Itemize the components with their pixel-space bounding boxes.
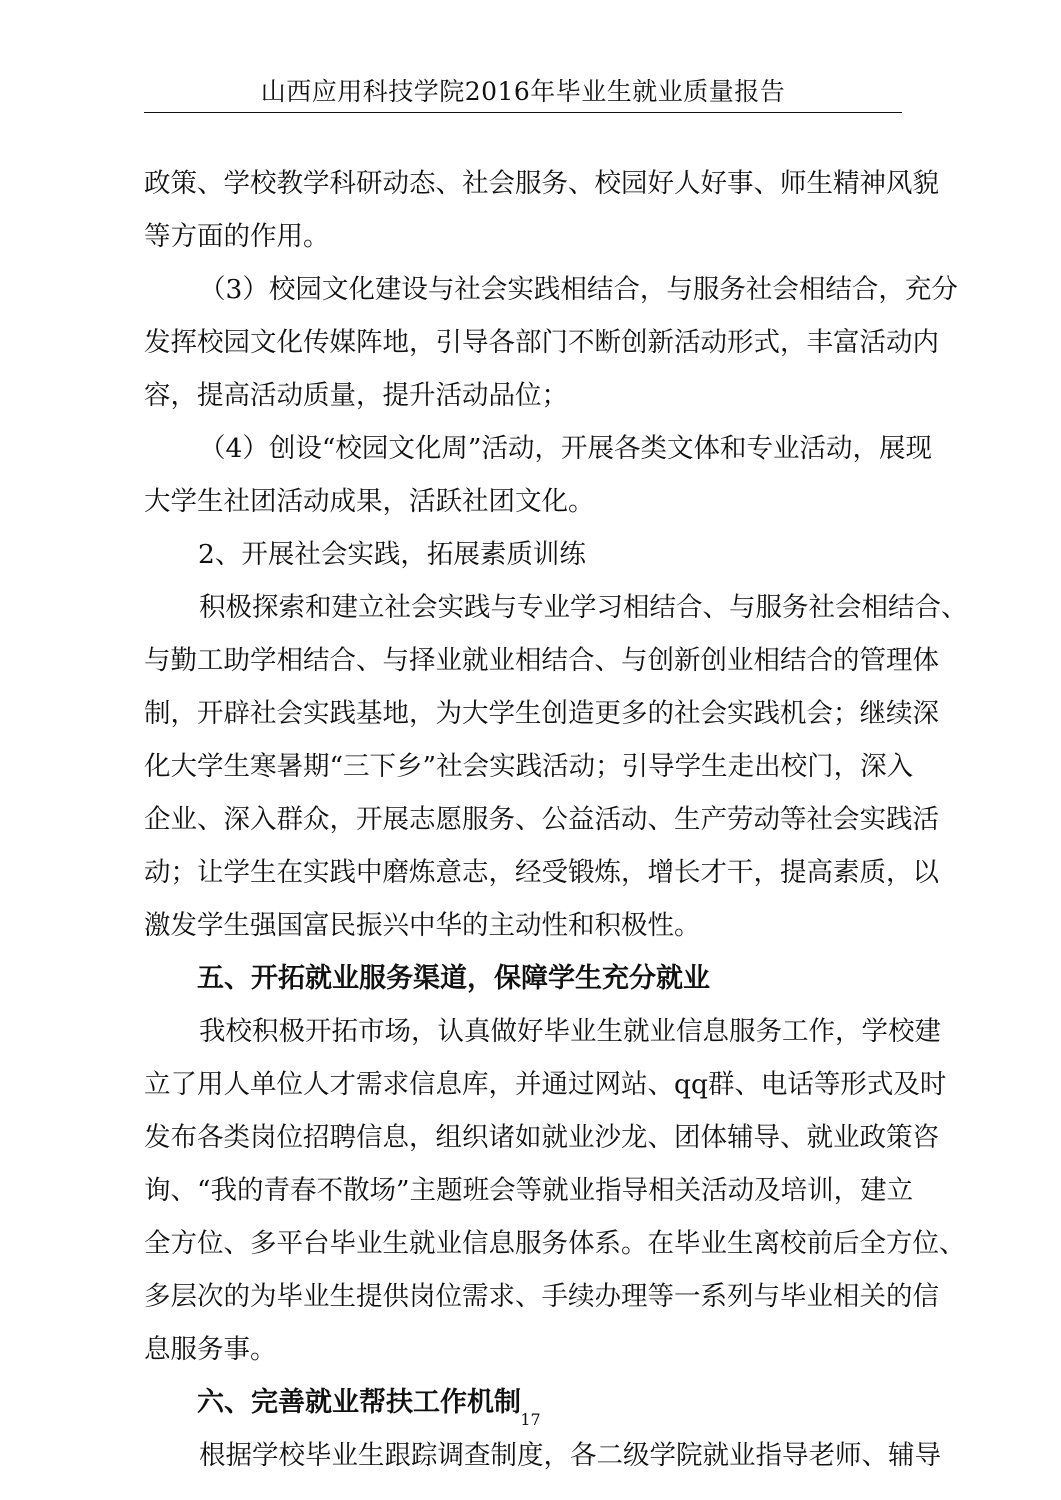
paragraph-line: 激发学生强国富民振兴中华的主动性和积极性。 [144, 910, 701, 941]
paragraph-line: 与勤工助学相结合、与择业就业相结合、与创新创业相结合的管理体 [144, 645, 939, 676]
section-heading: 六、完善就业帮扶工作机制 [197, 1387, 521, 1418]
subsection-heading: 2、开展社会实践，拓展素质训练 [198, 539, 586, 570]
paragraph-line: 息服务事。 [144, 1334, 277, 1365]
paragraph-line: （3）校园文化建设与社会实践相结合，与服务社会相结合，充分 [199, 274, 958, 305]
paragraph-line: 制，开辟社会实践基地，为大学生创造更多的社会实践机会；继续深 [144, 698, 939, 729]
paragraph-line: 发布各类岗位招聘信息，组织诸如就业沙龙、团体辅导、就业政策咨 [144, 1122, 939, 1153]
page-number: 17 [520, 1410, 541, 1429]
paragraph-line: 大学生社团活动成果，活跃社团文化。 [144, 486, 595, 517]
paragraph-line: 全方位、多平台毕业生就业信息服务体系。在毕业生离校前后全方位、 [144, 1228, 966, 1259]
paragraph-line: 积极探索和建立社会实践与专业学习相结合、与服务社会相结合、 [199, 592, 968, 623]
document-body [144, 157, 968, 1482]
paragraph-line: 发挥校园文化传媒阵地，引导各部门不断创新活动形式，丰富活动内 [144, 327, 939, 358]
paragraph-line: 多层次的为毕业生提供岗位需求、手续办理等一系列与毕业相关的信 [144, 1281, 939, 1312]
paragraph-line: 立了用人单位人才需求信息库，并通过网站、qq群、电话等形式及时 [144, 1069, 947, 1100]
section-heading: 五、开拓就业服务渠道，保障学生充分就业 [197, 963, 710, 994]
paragraph-line: 我校积极开拓市场，认真做好毕业生就业信息服务工作，学校建 [199, 1016, 941, 1047]
header-divider [144, 112, 902, 113]
page-header-title: 山西应用科技学院2016年毕业生就业质量报告 [260, 77, 786, 106]
paragraph-line: 询、“我的青春不散场”主题班会等就业指导相关活动及培训，建立 [144, 1175, 914, 1206]
paragraph-line: （4）创设“校园文化周”活动，开展各类文体和专业活动，展现 [199, 433, 932, 464]
paragraph-line: 容，提高活动质量，提升活动品位； [144, 380, 568, 411]
paragraph-line: 化大学生寒暑期“三下乡”社会实践活动；引导学生走出校门，深入 [144, 751, 914, 782]
paragraph-line: 企业、深入群众，开展志愿服务、公益活动、生产劳动等社会实践活 [144, 804, 939, 835]
paragraph-line: 根据学校毕业生跟踪调查制度，各二级学院就业指导老师、辅导 [199, 1440, 941, 1471]
paragraph-line: 政策、学校教学科研动态、社会服务、校园好人好事、师生精神风貌 [144, 168, 939, 199]
paragraph-line: 动；让学生在实践中磨炼意志，经受锻炼，增长才干，提高素质，以 [144, 857, 939, 888]
paragraph-line: 等方面的作用。 [144, 221, 330, 252]
